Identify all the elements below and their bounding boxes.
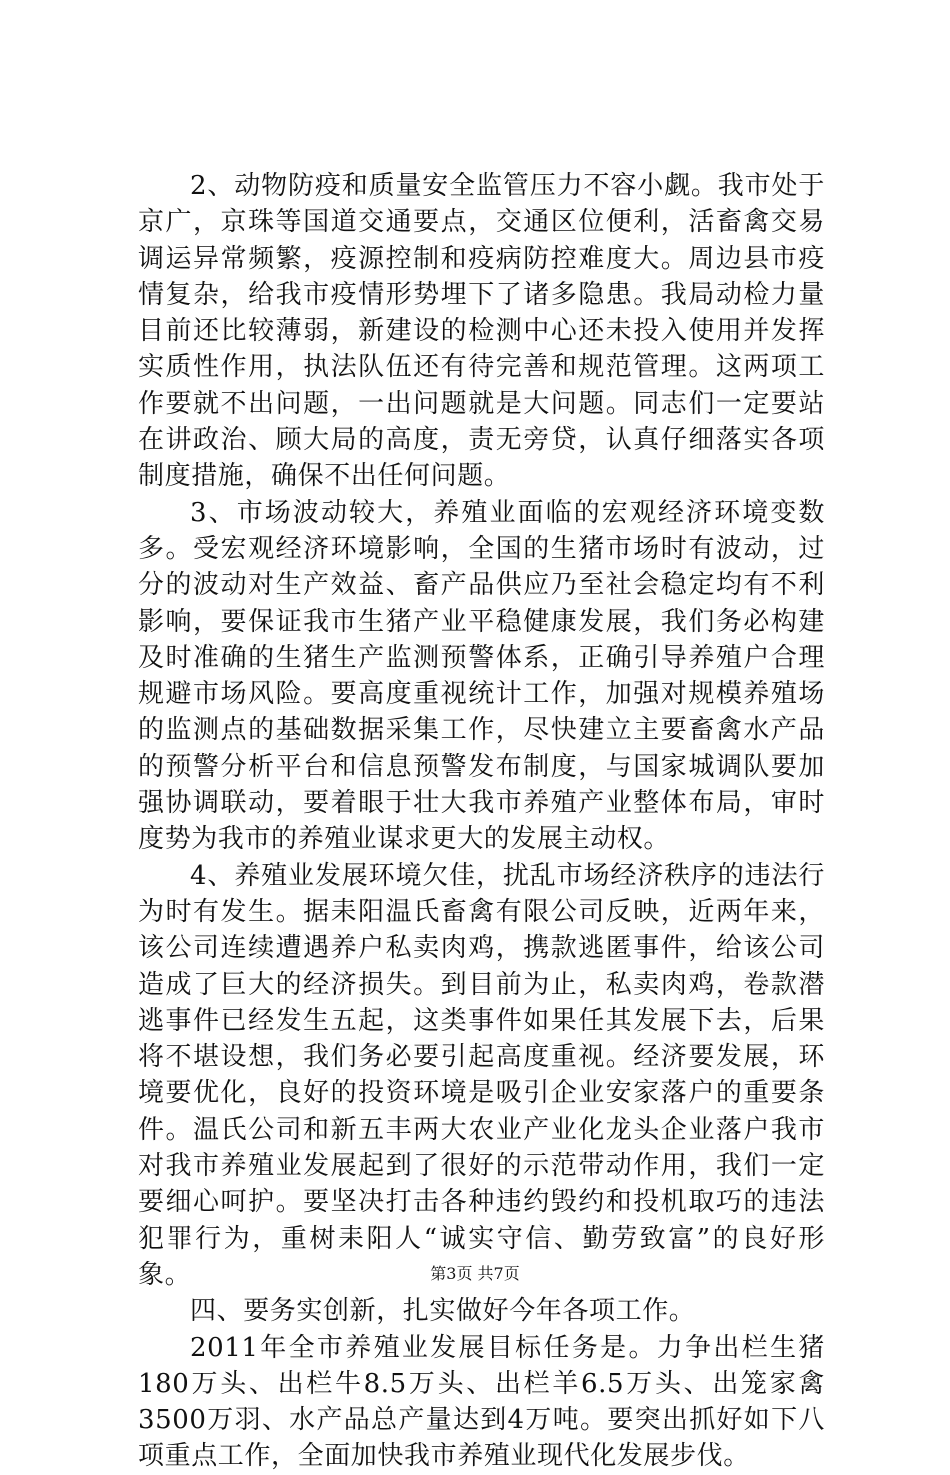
paragraph-development-environment: 4、养殖业发展环境欠佳，扰乱市场经济秩序的违法行为时有发生。据耒阳温氏畜禽有限公司反映，近两年来，该公司连续遭遇养户私卖肉鸡，携款逃匿事件，给该公司造成了巨大的经济损失。到目前为止，私卖肉鸡，卷款潜逃事件已经发生五起，这类事件如果任其发展下去，后果将不堪设想，我们务必要引起高度重视。经济要发展，环境要优化，良好的投资环境是吸引企业安家落户的重要条件。温氏公司和新五丰两大农业产业化龙头企业落户我市对我市养殖业发展起到了很好的示范带动作用，我们一定要细心呵护。要坚决打击各种违约毁约和投机取巧的违法犯罪行为，重树耒阳人“诚实守信、勤劳致富”的良好形象。 (138, 860, 825, 1290)
paragraph-animal-epidemic: 2、动物防疫和质量安全监管压力不容小觑。我市处于京广，京珠等国道交通要点，交通区位便利，活畜禽交易调运异常频繁，疫源控制和疫病防控难度大。周边县市疫情复杂，给我市疫情形势埋下了诸多隐患。我局动检力量目前还比较薄弱，新建设的检测中心还未投入使用并发挥实质性作用，执法队伍还有待完善和规范管理。这两项工作要就不出问题，一出问题就是大问题。同志们一定要站在讲政治、顾大局的高度，责无旁贷，认真仔细落实各项制度措施，确保不出任何问题。 (138, 171, 825, 492)
section-heading-four: 四、要务实创新，扎实做好今年各项工作。 (190, 1296, 696, 1327)
page-number-footer: 第3页 共7页 (430, 1264, 520, 1283)
paragraph-2011-targets: 2011年全市养殖业发展目标任务是。力争出栏生猪180万头、出栏牛8.5万头、出栏羊6.5万头、出笼家禽3500万羽、水产品总产量达到4万吨。要突出抓好如下八项重点工作，全面加快我市养殖业现代化发展步伐。 (138, 1332, 825, 1472)
paragraph-market-fluctuation: 3、市场波动较大，养殖业面临的宏观经济环境变数多。受宏观经济环境影响，全国的生猪市场时有波动，过分的波动对生产效益、畜产品供应乃至社会稳定均有不利影响，要保证我市生猪产业平稳健康发展，我们务必构建及时准确的生猪生产监测预警体系，正确引导养殖户合理规避市场风险。要高度重视统计工作，加强对规模养殖场的监测点的基础数据采集工作，尽快建立主要畜禽水产品的预警分析平台和信息预警发布制度，与国家城调队要加强协调联动，要着眼于壮大我市养殖产业整体布局，审时度势为我市的养殖业谋求更大的发展主动权。 (138, 497, 825, 855)
